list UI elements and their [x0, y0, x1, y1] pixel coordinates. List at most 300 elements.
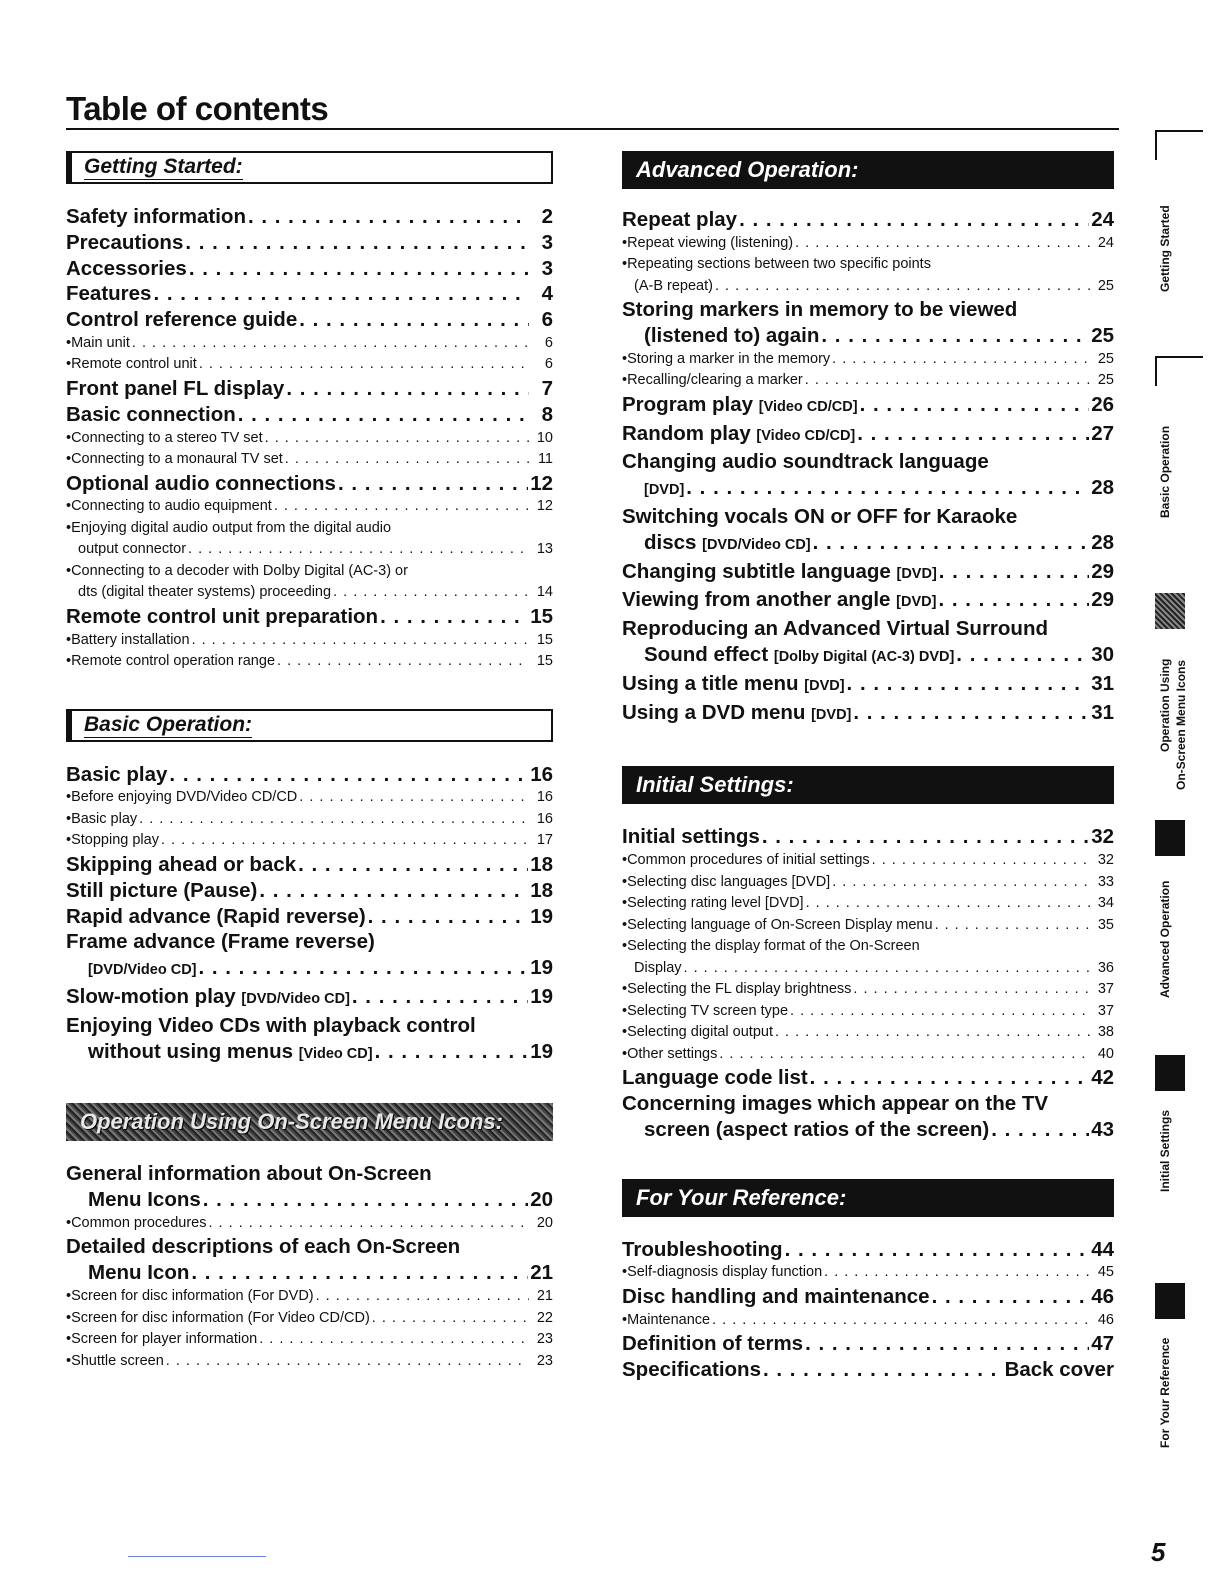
- toc-entry-text: •Common procedures: [66, 1214, 207, 1231]
- toc-entry-line: Storing markers in memory to be viewed: [622, 298, 1018, 322]
- dot-leader: [686, 475, 1089, 501]
- toc-entry-text: Slow-motion play: [66, 984, 236, 1008]
- toc-entry-text: •Repeat viewing (listening): [622, 234, 794, 251]
- toc-entry-page: 29: [1091, 588, 1114, 612]
- toc-entry-page: 18: [530, 878, 553, 902]
- dot-leader: [333, 582, 529, 604]
- toc-entry-line: Detailed descriptions of each On-Screen: [66, 1235, 461, 1259]
- dot-leader: [375, 1039, 529, 1065]
- toc-entry: [66, 496, 553, 518]
- toc-entry: [66, 852, 553, 878]
- toc-entry-text: Program play: [622, 392, 754, 416]
- side-tab-marker-basic-operation: [1155, 356, 1203, 386]
- toc-entry-page: 30: [1091, 643, 1114, 667]
- toc-entry-page: 28: [1091, 530, 1114, 554]
- toc-list-getting-started: [66, 204, 553, 673]
- toc-entry-tag: [Video CD]: [298, 1045, 373, 1062]
- toc-entry: [622, 1357, 1114, 1383]
- dot-leader: [872, 850, 1090, 872]
- toc-entry: [66, 984, 553, 1013]
- toc-entry-text: Features: [66, 282, 152, 306]
- dot-leader: [169, 762, 528, 788]
- toc-entry-page: 37: [1097, 1002, 1114, 1019]
- toc-entry-page: 11: [537, 451, 553, 468]
- toc-entry-text: Remote control unit preparation: [66, 604, 379, 628]
- toc-entry-page: 19: [530, 1039, 553, 1063]
- side-tab-reference: For Your Reference: [1158, 1337, 1172, 1448]
- toc-entry: [66, 809, 553, 831]
- toc-entry-text: •Connecting to a monaural TV set: [66, 451, 283, 468]
- toc-entry-page: 16: [530, 762, 553, 786]
- dot-leader: [286, 376, 529, 402]
- toc-entry-text: •Screen for disc information (For Video CD/CD): [66, 1309, 370, 1326]
- toc-entry-page: 40: [1097, 1045, 1114, 1062]
- toc-entry-tag: [Video CD/CD]: [758, 398, 858, 415]
- toc-entry-page: 2: [541, 205, 553, 228]
- toc-entry-page: 6: [544, 334, 553, 351]
- toc-entry: [66, 651, 553, 673]
- dot-leader: [316, 1286, 529, 1308]
- toc-entry: [66, 204, 553, 230]
- toc-entry: [622, 392, 1114, 421]
- toc-entry-text: Initial settings: [622, 825, 760, 849]
- toc-entry: [622, 587, 1114, 616]
- section-header-advanced-operation: [622, 151, 1114, 189]
- dot-leader: [790, 1001, 1090, 1023]
- toc-entry: [66, 402, 553, 428]
- toc-entry: [622, 349, 1114, 371]
- dot-leader: [853, 700, 1089, 726]
- toc-entry-text: •Selecting rating level [DVD]: [622, 895, 804, 912]
- dot-leader: [991, 1117, 1089, 1143]
- page-title: Table of contents: [66, 90, 329, 127]
- toc-entry-line: Concerning images which appear on the TV: [622, 1092, 1049, 1116]
- toc-entry-text: •Connecting to audio equipment: [66, 498, 272, 515]
- toc-entry-page: 27: [1091, 421, 1114, 445]
- dot-leader: [763, 1357, 1003, 1383]
- side-tab-marker-initial-settings: [1155, 1055, 1185, 1091]
- toc-entry-page: 15: [536, 653, 553, 670]
- dot-leader: [775, 1022, 1090, 1044]
- toc-entry: [66, 630, 553, 652]
- toc-entry-line: •Repeating sections between two specific points: [622, 256, 931, 273]
- toc-entry-page: 36: [1097, 959, 1114, 976]
- toc-entry-text: Repeat play: [622, 208, 738, 231]
- dot-leader: [199, 955, 529, 981]
- toc-entry-text: Basic play: [66, 762, 168, 786]
- dot-leader: [785, 1237, 1090, 1263]
- toc-entry-tag: [Video CD/CD]: [756, 427, 856, 444]
- toc-entry: [622, 370, 1114, 392]
- toc-list-reference: [622, 1237, 1114, 1383]
- toc-entry: [622, 276, 1114, 298]
- toc-entry-tag: [DVD/Video CD]: [702, 536, 811, 553]
- toc-entry-text: Definition of terms: [622, 1332, 804, 1356]
- toc-entry-text: Display: [634, 959, 682, 976]
- dot-leader: [762, 824, 1089, 850]
- section-header-getting-started: [66, 151, 553, 184]
- toc-entry-text: screen (aspect ratios of the screen): [644, 1117, 990, 1141]
- toc-entry: [66, 1260, 553, 1286]
- toc-entry-text: Disc handling and maintenance: [622, 1284, 930, 1308]
- toc-entry: [622, 915, 1114, 937]
- dot-leader: [191, 1260, 528, 1286]
- side-tab-on-screen-line2: On-Screen Menu Icons: [1174, 659, 1188, 790]
- toc-entry: [622, 1117, 1114, 1143]
- side-tab-on-screen-line1: Operation Using: [1158, 658, 1172, 752]
- toc-entry-text: Changing subtitle language: [622, 559, 891, 583]
- toc-entry-text: Random play: [622, 421, 751, 445]
- toc-entry-text: discs: [644, 530, 697, 554]
- toc-entry-text: dts (digital theater systems) proceeding: [78, 584, 332, 601]
- section-header-initial-settings: [622, 766, 1114, 804]
- toc-entry-text: •Selecting TV screen type: [622, 1002, 789, 1019]
- toc-entry-page: 46: [1091, 1284, 1114, 1308]
- dot-leader: [259, 1329, 529, 1351]
- toc-entry: [622, 700, 1114, 729]
- toc-entry-text: •Self-diagnosis display function: [622, 1264, 823, 1281]
- toc-entry: [66, 428, 553, 450]
- dot-leader: [285, 449, 529, 471]
- page-number: 5: [1151, 1537, 1166, 1567]
- toc-entry-text: Optional audio connections: [66, 471, 336, 495]
- toc-entry-line: Changing audio soundtrack language: [622, 450, 989, 474]
- title-rule: [66, 128, 1119, 130]
- toc-entry-page: 32: [1091, 825, 1114, 849]
- toc-entry: [622, 824, 1114, 850]
- toc-entry-text: •Selecting disc languages [DVD]: [622, 873, 831, 890]
- toc-entry: [622, 850, 1114, 872]
- toc-list-basic-operation: [66, 762, 553, 1068]
- toc-entry-page: 34: [1097, 895, 1114, 912]
- toc-entry: [622, 958, 1114, 980]
- toc-entry-page: Back cover: [1004, 1358, 1114, 1382]
- toc-entry-page: 10: [536, 429, 553, 446]
- toc-entry-tag: [DVD/Video CD]: [88, 962, 197, 979]
- toc-entry: [622, 1310, 1114, 1332]
- toc-entry-text: •Common procedures of initial settings: [622, 852, 870, 869]
- toc-entry-line: General information about On-Screen: [66, 1162, 432, 1186]
- toc-entry-page: 46: [1097, 1311, 1114, 1328]
- toc-entry-page: 17: [536, 832, 553, 849]
- section-header-label: Basic Operation:: [84, 712, 253, 736]
- dot-leader: [189, 256, 529, 282]
- toc-entry: [66, 354, 553, 376]
- dot-leader: [935, 915, 1090, 937]
- toc-entry-text: Precautions: [66, 230, 184, 254]
- dot-leader: [847, 671, 1090, 697]
- dot-leader: [274, 496, 529, 518]
- toc-entry-text: •Maintenance: [622, 1311, 711, 1328]
- dot-leader: [832, 349, 1090, 371]
- toc-entry-text: •Screen for disc information (For DVD): [66, 1288, 314, 1305]
- toc-entry-page: 3: [541, 256, 553, 280]
- toc-entry-page: 23: [536, 1352, 553, 1369]
- toc-entry: [66, 878, 553, 904]
- toc-entry: [622, 233, 1114, 255]
- toc-entry-page: 15: [536, 631, 553, 648]
- toc-entry-page: 25: [1097, 277, 1114, 294]
- dot-leader: [372, 1308, 529, 1330]
- side-tab-rail: [1140, 130, 1220, 1530]
- toc-entry: [66, 904, 553, 930]
- dot-leader: [712, 1310, 1090, 1332]
- dot-leader: [199, 354, 529, 376]
- dot-leader: [938, 587, 1089, 613]
- toc-entry-text: Basic connection: [66, 402, 236, 426]
- side-tab-marker-advanced-operation: [1155, 820, 1185, 856]
- toc-entry-text: Language code list: [622, 1066, 808, 1090]
- toc-entry: [622, 207, 1114, 233]
- toc-entry-text: without using menus: [88, 1039, 293, 1063]
- toc-entry-page: 29: [1091, 559, 1114, 583]
- toc-entry-text: •Selecting the FL display brightness: [622, 981, 852, 998]
- toc-entry: [66, 307, 553, 333]
- toc-entry-tag: [DVD]: [804, 677, 845, 694]
- toc-entry-page: 12: [530, 471, 553, 495]
- dot-leader: [684, 958, 1090, 980]
- side-tab-basic-operation: Basic Operation: [1158, 425, 1172, 518]
- toc-entry: [66, 1187, 553, 1213]
- toc-entry-page: 19: [530, 904, 553, 928]
- toc-entry-page: 20: [536, 1214, 553, 1231]
- toc-entry-text: •Battery installation: [66, 631, 190, 648]
- toc-entry: [622, 671, 1114, 700]
- toc-entry-text: Still picture (Pause): [66, 878, 258, 902]
- toc-entry-page: 24: [1091, 208, 1114, 231]
- dot-leader: [795, 233, 1090, 255]
- toc-entry-page: 21: [530, 1261, 553, 1285]
- toc-entry-text: •Main unit: [66, 334, 130, 351]
- toc-entry: [66, 582, 553, 604]
- toc-entry: [622, 1262, 1114, 1284]
- toc-entry-tag: [DVD/Video CD]: [241, 990, 350, 1007]
- footer-rule: [128, 1556, 266, 1557]
- toc-entry: [622, 893, 1114, 915]
- toc-entry: [66, 1351, 553, 1373]
- toc-entry: [66, 376, 553, 402]
- toc-entry-tag: [DVD]: [896, 594, 937, 611]
- toc-entry: [66, 1213, 553, 1235]
- toc-entry: [622, 559, 1114, 588]
- toc-entry-page: 14: [536, 584, 553, 601]
- toc-entry-page: 4: [541, 282, 553, 306]
- toc-entry: [622, 872, 1114, 894]
- side-tab-getting-started: Getting Started: [1158, 205, 1172, 292]
- toc-entry-text: •Storing a marker in the memory: [622, 350, 831, 367]
- dot-leader: [161, 830, 529, 852]
- dot-leader: [939, 559, 1089, 585]
- toc-entry-text: •Shuttle screen: [66, 1352, 164, 1369]
- dot-leader: [805, 370, 1090, 392]
- dot-leader: [298, 852, 528, 878]
- toc-entry-page: 7: [541, 376, 553, 400]
- toc-entry-line: Reproducing an Advanced Virtual Surround: [622, 617, 1048, 641]
- dot-leader: [857, 421, 1089, 447]
- toc-entry-text: •Connecting to a stereo TV set: [66, 429, 263, 446]
- side-tab-marker-reference: [1155, 1283, 1185, 1319]
- toc-entry: [66, 604, 553, 630]
- toc-entry-text: (listened to) again: [644, 324, 820, 348]
- left-column: [66, 151, 553, 1372]
- toc-entry-text: Skipping ahead or back: [66, 852, 297, 876]
- right-column: [622, 151, 1114, 1383]
- toc-entry: [622, 1065, 1114, 1091]
- section-header-on-screen-menu: [66, 1103, 553, 1141]
- toc-entry-text: •Remote control unit: [66, 356, 197, 373]
- toc-entry-text: Menu Icons: [88, 1188, 201, 1212]
- toc-entry-text: •Recalling/clearing a marker: [622, 372, 803, 389]
- toc-entry-page: 12: [536, 498, 553, 515]
- dot-leader: [860, 392, 1090, 418]
- section-header-label: Advanced Operation:: [636, 157, 859, 182]
- toc-entry-page: 26: [1091, 392, 1114, 416]
- dot-leader: [299, 307, 529, 333]
- toc-entry-line: Frame advance (Frame reverse): [66, 930, 375, 954]
- toc-entry-text: •Selecting language of On-Screen Display menu: [622, 916, 933, 933]
- toc-entry-page: 19: [530, 984, 553, 1008]
- toc-entry-line: •Enjoying digital audio output from the digital audio: [66, 519, 392, 536]
- toc-entry-page: 25: [1091, 324, 1114, 348]
- dot-leader: [338, 471, 528, 497]
- toc-entry-page: 23: [536, 1331, 553, 1348]
- dot-leader: [352, 984, 528, 1010]
- dot-leader: [739, 207, 1089, 233]
- toc-entry-page: 6: [541, 308, 553, 332]
- dot-leader: [166, 1351, 529, 1373]
- toc-list-initial-settings: [622, 824, 1114, 1142]
- dot-leader: [824, 1262, 1090, 1284]
- toc-entry: [66, 256, 553, 282]
- toc-entry-text: Control reference guide: [66, 308, 298, 332]
- toc-entry-page: 37: [1097, 981, 1114, 998]
- toc-entry: [66, 762, 553, 788]
- toc-entry-page: 22: [536, 1309, 553, 1326]
- toc-entry-page: 32: [1097, 852, 1114, 869]
- dot-leader: [821, 323, 1089, 349]
- toc-entry-line: Enjoying Video CDs with playback control: [66, 1013, 476, 1037]
- toc-entry-page: 24: [1097, 234, 1114, 251]
- toc-entry-page: 47: [1091, 1332, 1114, 1356]
- dot-leader: [810, 1065, 1090, 1091]
- toc-entry: [622, 1331, 1114, 1357]
- toc-entry-page: 42: [1091, 1066, 1114, 1090]
- toc-entry: [66, 539, 553, 561]
- section-header-label: Operation Using On-Screen Menu Icons:: [80, 1109, 503, 1135]
- toc-entry: [66, 281, 553, 307]
- toc-entry-text: Sound effect: [644, 643, 769, 667]
- toc-entry: [622, 421, 1114, 450]
- toc-entry-text: (A-B repeat): [634, 277, 713, 294]
- section-header-label: Initial Settings:: [636, 772, 794, 798]
- toc-entry-text: Using a DVD menu: [622, 700, 806, 724]
- toc-entry: [66, 1329, 553, 1351]
- toc-list-on-screen: [66, 1161, 553, 1372]
- dot-leader: [932, 1284, 1090, 1310]
- toc-entry-text: •Remote control operation range: [66, 653, 276, 670]
- section-header-label: Getting Started:: [84, 155, 243, 178]
- toc-entry: [622, 323, 1114, 349]
- dot-leader: [956, 642, 1089, 668]
- toc-entry-text: •Basic play: [66, 810, 138, 827]
- toc-entry-page: 18: [530, 852, 553, 876]
- toc-entry-text: Safety information: [66, 205, 246, 228]
- dot-leader: [238, 402, 529, 428]
- toc-entry-page: 25: [1097, 350, 1114, 367]
- section-header-label: For Your Reference:: [636, 1184, 847, 1210]
- toc-entry-text: •Selecting digital output: [622, 1024, 773, 1041]
- toc-entry-page: 19: [530, 956, 553, 980]
- dot-leader: [832, 872, 1090, 894]
- toc-entry-text: Using a title menu: [622, 671, 799, 695]
- dot-leader: [139, 809, 529, 831]
- dot-leader: [715, 276, 1090, 298]
- toc-entry-line: •Selecting the display format of the On-Screen: [622, 938, 920, 955]
- toc-entry-tag: [DVD]: [811, 706, 852, 723]
- toc-entry-text: Viewing from another angle: [622, 588, 891, 612]
- toc-entry-page: 35: [1097, 916, 1114, 933]
- toc-entry-page: 20: [530, 1188, 553, 1212]
- toc-entry-text: Accessories: [66, 256, 187, 280]
- toc-entry-page: 31: [1091, 671, 1114, 695]
- toc-entry-text: Menu Icon: [88, 1261, 190, 1285]
- toc-entry-page: 25: [1097, 372, 1114, 389]
- toc-entry: [66, 787, 553, 809]
- toc-entry-page: 3: [541, 230, 553, 254]
- toc-entry-text: •Other settings: [622, 1045, 718, 1062]
- toc-entry-page: 21: [536, 1288, 553, 1305]
- dot-leader: [185, 230, 529, 256]
- toc-entry-page: 28: [1091, 476, 1114, 500]
- toc-entry: [66, 449, 553, 471]
- dot-leader: [277, 651, 529, 673]
- toc-entry: [66, 230, 553, 256]
- dot-leader: [259, 878, 528, 904]
- toc-entry: [66, 471, 553, 497]
- toc-entry-page: 33: [1097, 873, 1114, 890]
- toc-entry: [622, 979, 1114, 1001]
- toc-entry-page: 38: [1097, 1024, 1114, 1041]
- dot-leader: [380, 604, 528, 630]
- side-tab-advanced-operation: Advanced Operation: [1158, 880, 1172, 998]
- toc-entry: [66, 830, 553, 852]
- toc-entry: [622, 1022, 1114, 1044]
- toc-entry-tag: [DVD]: [644, 482, 685, 499]
- toc-entry-page: 44: [1091, 1237, 1114, 1261]
- toc-entry: [622, 642, 1114, 671]
- toc-entry: [622, 475, 1114, 504]
- section-header-reference: [622, 1179, 1114, 1217]
- toc-entry: [66, 1039, 553, 1068]
- dot-leader: [192, 630, 529, 652]
- toc-entry: [622, 1284, 1114, 1310]
- dot-leader: [153, 281, 529, 307]
- toc-entry-page: 16: [536, 810, 553, 827]
- toc-entry: [66, 955, 553, 984]
- toc-entry-page: 45: [1097, 1264, 1114, 1281]
- toc-entry-line: Switching vocals ON or OFF for Karaoke: [622, 505, 1018, 529]
- dot-leader: [248, 204, 529, 230]
- toc-entry-page: 43: [1091, 1117, 1114, 1141]
- dot-leader: [265, 428, 529, 450]
- toc-entry-page: 8: [541, 402, 553, 426]
- dot-leader: [208, 1213, 529, 1235]
- dot-leader: [368, 904, 529, 930]
- toc-entry-page: 16: [536, 789, 553, 806]
- side-tab-initial-settings: Initial Settings: [1158, 1109, 1172, 1192]
- toc-list-advanced-operation: [622, 207, 1114, 728]
- toc-entry-line: •Connecting to a decoder with Dolby Digital (AC-3) or: [66, 562, 408, 579]
